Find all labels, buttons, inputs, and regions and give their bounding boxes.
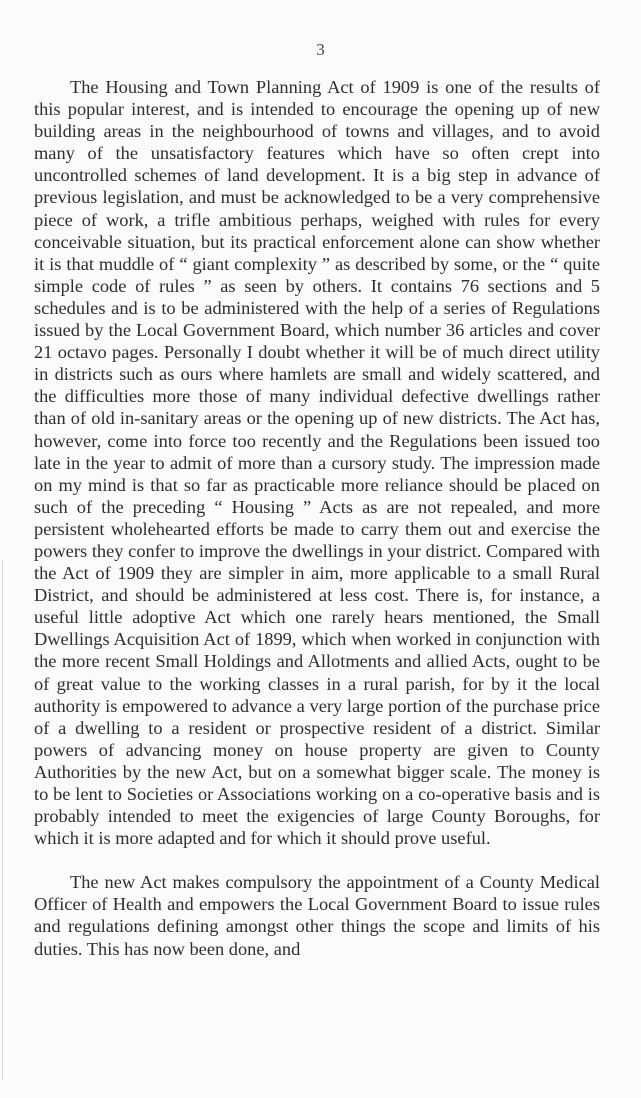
- body-text: [34, 76, 600, 960]
- paragraph-housing-act: The Housing and Town Planning Act of 1909 is one of the results of this popular interest, and is intended to encourage the opening up of new building areas in the neighbourhood of towns and villages, and to avoid many of the unsatisfactory features which have so often crept into uncontrolled schemes of land development. It is a big step in advance of previous legislation, and must be acknowledged to be a very comprehensive piece of work, a trifle ambitious perhaps, weighed with rules for every conceivable situation, but its practical enforcement alone can show whether it is that muddle of “ giant complexity ” as described by some, or the “ quite simple code of rules ” as seen by others. It contains 76 sections and 5 schedules and is to be administered with the help of a series of Regulations issued by the Local Government Board, which number 36 articles and cover 21 octavo pages. Personally I doubt whether it will be of much direct utility in districts such as ours where hamlets are small and widely scattered, and the difficulties more those of many individual defective dwellings rather than of old in-sanitary areas or the opening up of new districts. The Act has, however, come into force too recently and the Regulations been issued too late in the year to admit of more than a cursory study. The impression made on my mind is that so far as practicable more reliance should be placed on such of the preceding “ Housing ” Acts as are not repealed, and more persistent wholehearted efforts be made to carry them out and exercise the powers they confer to improve the dwellings in your district. Compared with the Act of 1909 they are simpler in aim, more applicable to a small Rural District, and should be administered at less cost. There is, for instance, a useful little adoptive Act which one rarely hears mentioned, the Small Dwellings Acquisition Act of 1899, which when worked in conjunction with the more recent Small Holdings and Allotments and allied Acts, ought to be of great value to the working classes in a rural parish, for by it the local authority is empowered to advance a very large portion of the purchase price of a dwelling to a resident or prospective resident of a district. Similar powers of advancing money on house property are given to County Authorities by the new Act, but on a somewhat bigger scale. The money is to be lent to Societies or Associations working on a co-operative basis and is probably intended to meet the exigencies of large County Boroughs, for which it is more adapted and for which it should prove useful.: [34, 77, 600, 849]
- margin-rule: [2, 560, 3, 1080]
- page-number: 3: [316, 40, 325, 59]
- paragraph-county-medical-officer: The new Act makes compulsory the appointment of a County Medical Officer of Health and empowers the Local Government Board to issue rules and regulations defining amongst other things the scope and limits of his duties. This has now been done, and: [34, 872, 600, 959]
